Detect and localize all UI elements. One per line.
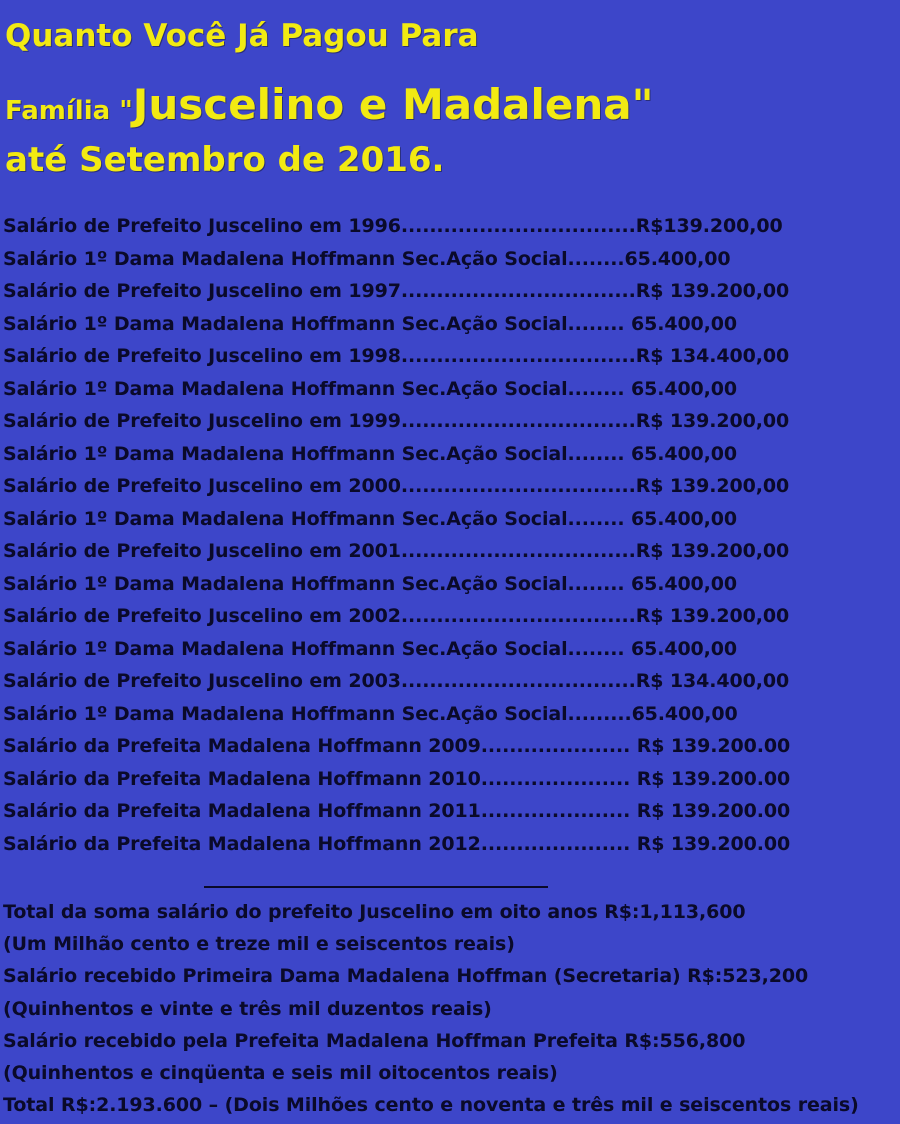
salary-line: Salário da Prefeita Madalena Hoffmann 2011..................... R$ 139.200.00: [3, 800, 791, 822]
summary-line: Total R$:2.193.600 – (Dois Milhões cento e noventa e três mil e seiscentos reais): [3, 1094, 859, 1117]
summary-list: [3, 896, 859, 1121]
summary-line: (Um Milhão cento e treze mil e seiscentos reais): [3, 933, 515, 956]
salary-line: Salário 1º Dama Madalena Hoffmann Sec.Ação Social........ 65.400,00: [3, 637, 738, 660]
salary-line: Salário 1º Dama Madalena Hoffmann Sec.Ação Social........ 65.400,00: [3, 572, 738, 595]
salary-line: Salário de Prefeito Juscelino em 2003.................................R$ 134.400,00: [3, 670, 790, 692]
salary-line: Salário 1º Dama Madalena Hoffmann Sec.Ação Social........ 65.400,00: [3, 312, 738, 335]
title-line-2-names: Juscelino e Madalena": [132, 80, 654, 129]
salary-line: Salário da Prefeita Madalena Hoffmann 2012..................... R$ 139.200.00: [3, 832, 791, 855]
salary-line: Salário 1º Dama Madalena Hoffmann Sec.Ação Social........65.400,00: [3, 247, 731, 270]
summary-line: (Quinhentos e vinte e três mil duzentos reais): [3, 997, 492, 1020]
salary-line: Salário de Prefeito Juscelino em 1997.................................R$ 139.200,00: [3, 280, 790, 302]
salary-line: Salário de Prefeito Juscelino em 1998.................................R$ 134.400,00: [3, 345, 790, 367]
salary-list: [3, 210, 790, 860]
title-line-2-prefix: Família ": [5, 96, 133, 126]
salary-line: Salário 1º Dama Madalena Hoffmann Sec.Ação Social........ 65.400,00: [3, 442, 738, 465]
title-line-1: Quanto Você Já Pagou Para: [5, 18, 479, 54]
salary-line: Salário da Prefeita Madalena Hoffmann 2009..................... R$ 139.200.00: [3, 735, 791, 757]
salary-line: Salário 1º Dama Madalena Hoffmann Sec.Ação Social........ 65.400,00: [3, 507, 738, 530]
salary-line: Salário de Prefeito Juscelino em 1996.................................R$139.200,00: [3, 215, 783, 237]
summary-line: Salário recebido Primeira Dama Madalena Hoffman (Secretaria) R$:523,200: [3, 965, 809, 988]
summary-line: Total da soma salário do prefeito Juscelino em oito anos R$:1,113,600: [3, 901, 746, 923]
summary-line: Salário recebido pela Prefeita Madalena Hoffman Prefeita R$:556,800: [3, 1029, 746, 1052]
salary-line: Salário de Prefeito Juscelino em 2002.................................R$ 139.200,00: [3, 605, 790, 627]
salary-line: Salário da Prefeita Madalena Hoffmann 2010..................... R$ 139.200.00: [3, 767, 791, 790]
summary-line: (Quinhentos e cinqüenta e seis mil oitocentos reais): [3, 1061, 558, 1084]
divider-line: [204, 886, 548, 888]
salary-line: Salário de Prefeito Juscelino em 1999.................................R$ 139.200,00: [3, 410, 790, 432]
salary-line: Salário 1º Dama Madalena Hoffmann Sec.Ação Social........ 65.400,00: [3, 377, 738, 400]
salary-line: Salário de Prefeito Juscelino em 2001.................................R$ 139.200,00: [3, 540, 790, 562]
salary-line: Salário de Prefeito Juscelino em 2000.................................R$ 139.200,00: [3, 475, 790, 497]
salary-line: Salário 1º Dama Madalena Hoffmann Sec.Ação Social.........65.400,00: [3, 702, 738, 725]
title-line-3: até Setembro de 2016.: [5, 140, 445, 180]
title-line-2: [5, 80, 654, 129]
